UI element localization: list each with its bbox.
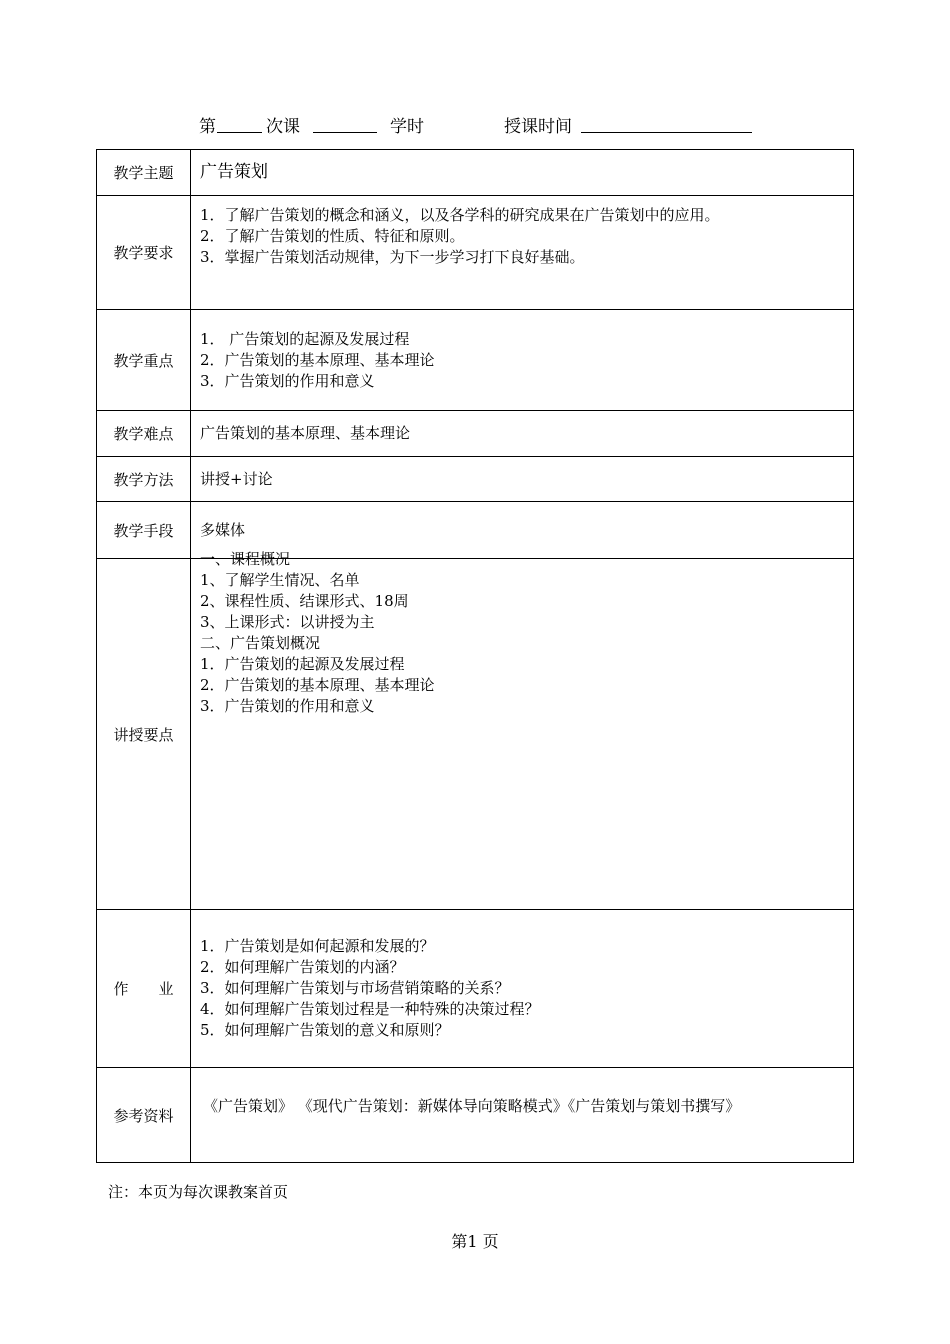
row-requirements xyxy=(97,196,854,310)
lesson-number-blank xyxy=(217,132,262,133)
lecture-item: 3．广告策划的作用和意义 xyxy=(200,697,375,715)
lecture-item: 2、课程性质、结课形式、18周 xyxy=(200,592,409,610)
lecture-item: 二、广告策划概况 xyxy=(200,634,321,652)
lecture-item: 1、了解学生情况、名单 xyxy=(200,571,360,589)
label-difficulties: 教学难点 xyxy=(97,411,191,457)
label-lecture: 讲授要点 xyxy=(97,559,191,910)
row-difficulties xyxy=(97,411,854,457)
key-point-item: 3．广告策划的作用和意义 xyxy=(200,371,375,390)
homework-item: 4．如何理解广告策划过程是一种特殊的决策过程？ xyxy=(200,1000,540,1018)
time-label: 授课时间 xyxy=(504,117,572,137)
homework-list xyxy=(191,910,854,1068)
row-key-points xyxy=(97,310,854,411)
value-references xyxy=(191,1068,854,1163)
row-theme xyxy=(97,150,854,196)
label-references: 参考资料 xyxy=(97,1068,191,1163)
label-theme: 教学主题 xyxy=(97,150,191,196)
row-references xyxy=(97,1068,854,1163)
value-difficulties: 广告策划的基本原理、基本理论 xyxy=(191,411,854,457)
lesson-header xyxy=(0,112,950,138)
row-method xyxy=(97,457,854,502)
value-means: 多媒体 xyxy=(191,502,854,559)
label-means: 教学手段 xyxy=(97,502,191,559)
homework-item: 2．如何理解广告策划的内涵？ xyxy=(200,958,405,976)
lesson-prefix: 第 xyxy=(199,117,216,137)
lecture-list xyxy=(191,550,854,910)
key-points-list xyxy=(191,310,854,411)
key-point-item: 2．广告策划的基本原理、基本理论 xyxy=(200,350,435,369)
hours-blank xyxy=(313,132,377,133)
key-point-item: 1． 广告策划的起源及发展过程 xyxy=(200,329,410,348)
label-homework: 作 业 xyxy=(97,910,191,1068)
references-text: 《广告策划》 《现代广告策划：新媒体导向策略模式》《广告策划与策划书撰写》 xyxy=(203,1097,741,1115)
lecture-item: 2．广告策划的基本原理、基本理论 xyxy=(200,676,435,694)
page-note: 注：本页为每次课教案首页 xyxy=(108,1183,289,1201)
lesson-suffix: 次课 xyxy=(266,117,300,137)
label-requirements: 教学要求 xyxy=(97,196,191,310)
requirement-item: 2．了解广告策划的性质、特征和原则。 xyxy=(200,227,465,245)
label-method: 教学方法 xyxy=(97,457,191,502)
lecture-item: 3、上课形式：以讲授为主 xyxy=(200,613,375,631)
label-key-points: 教学重点 xyxy=(97,310,191,411)
time-blank xyxy=(581,132,752,133)
lesson-plan-table xyxy=(96,149,854,1163)
requirements-list xyxy=(191,196,854,310)
homework-item: 3．如何理解广告策划与市场营销策略的关系？ xyxy=(200,979,510,997)
row-homework xyxy=(97,910,854,1068)
hours-suffix: 学时 xyxy=(390,117,424,137)
requirement-item: 3．掌握广告策划活动规律，为下一步学习打下良好基础。 xyxy=(200,248,585,266)
row-lecture xyxy=(97,559,854,910)
page-number: 第1 页 xyxy=(451,1232,499,1251)
lecture-item: 一、课程概况 xyxy=(200,550,291,568)
homework-item: 1．广告策划是如何起源和发展的？ xyxy=(200,937,435,955)
lecture-item: 1．广告策划的起源及发展过程 xyxy=(200,655,405,673)
homework-item: 5．如何理解广告策划的意义和原则？ xyxy=(200,1021,450,1039)
value-theme: 广告策划 xyxy=(191,150,854,196)
value-method: 讲授+讨论 xyxy=(191,457,854,502)
requirement-item: 1．了解广告策划的概念和涵义，以及各学科的研究成果在广告策划中的应用。 xyxy=(200,206,720,224)
